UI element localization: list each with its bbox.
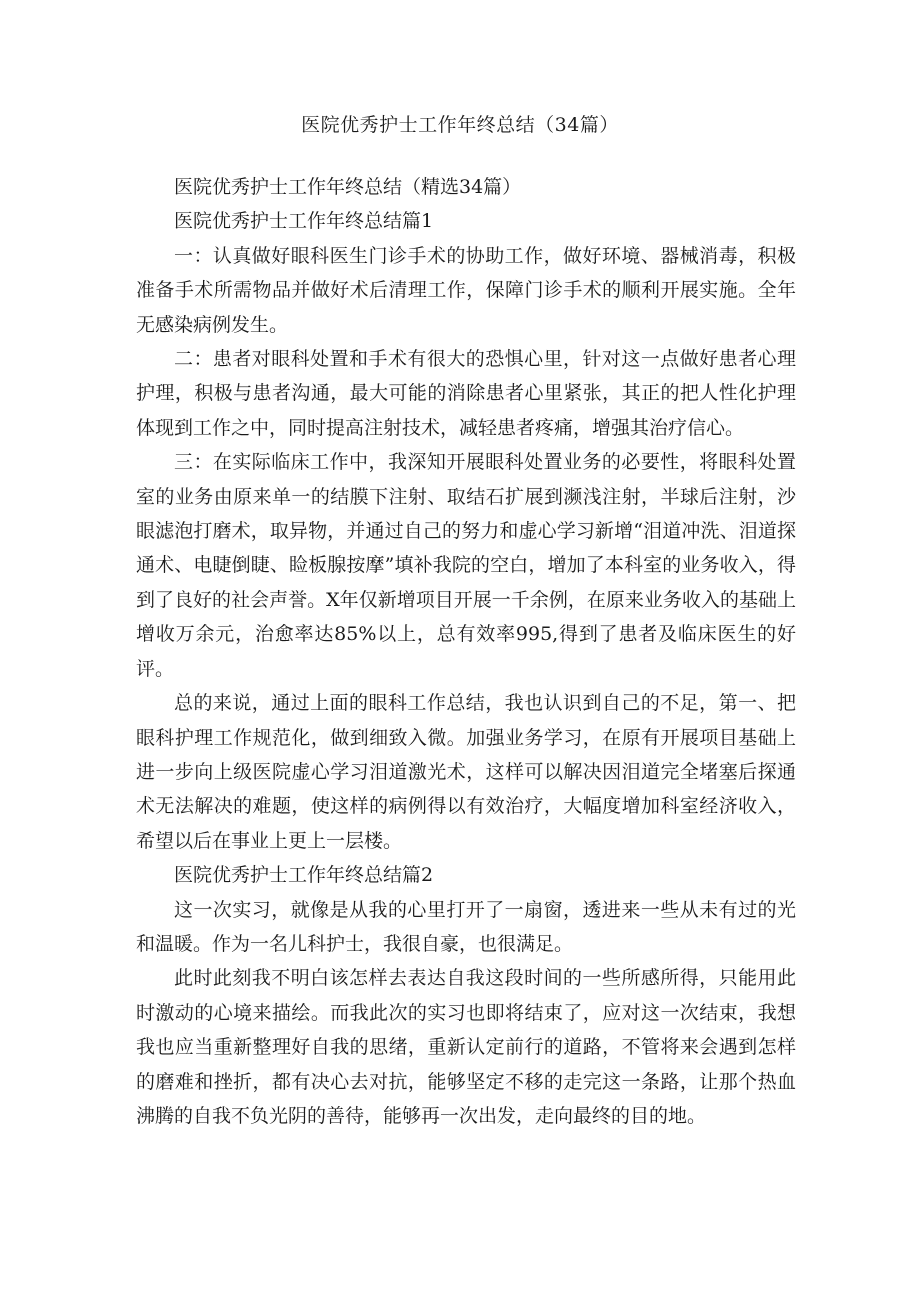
document-body — [136, 170, 796, 1133]
paragraph: 三：在实际临床工作中，我深知开展眼科处置业务的必要性，将眼科处置室的业务由原来单一的结膜下注射、取结石扩展到濒浅注射，半球后注射，沙眼滤泡打磨术，取异物，并通过自己的努力和虚心学习新增“泪道冲洗、泪道探通术、电睫倒睫、睑板腺按摩”填补我院的空白，增加了本科室的业务收入，得到了良好的社会声誉。X年仅新增项目开展一千余例，在原来业务收入的基础上增收万余元，治愈率达85%以上，总有效率995,得到了患者及临床医生的好评。 — [136, 451, 796, 680]
paragraph: 此时此刻我不明白该怎样去表达自我这段时间的一些所感所得，只能用此时激动的心境来描绘。而我此次的实习也即将结束了，应对这一次结束，我想我也应当重新整理好自我的思绪，重新认定前行的道路，不管将来会遇到怎样的磨难和挫折，都有决心去对抗，能够坚定不移的走完这一条路，让那个热血沸腾的自我不负光阴的善待，能够再一次出发，走向最终的目的地。 — [136, 967, 796, 1127]
paragraph: 总的来说，通过上面的眼科工作总结，我也认识到自己的不足，第一、把眼科护理工作规范化，做到细致入微。加强业务学习，在原有开展项目基础上进一步向上级医院虚心学习泪道激光术，这样可以解决因泪道完全堵塞后探通术无法解决的难题，使这样的病例得以有效治疗，大幅度增加科室经济收入，希望以后在事业上更上一层楼。 — [136, 692, 796, 852]
section-heading-1: 医院优秀护士工作年终总结篇1 — [174, 210, 434, 233]
paragraph-intro: 医院优秀护士工作年终总结（精选34篇） — [174, 176, 522, 198]
paragraph: 二：患者对眼科处置和手术有很大的恐惧心里，针对这一点做好患者心理护理，积极与患者沟通，最大可能的消除患者心里紧张，其正的把人性化护理体现到工作之中，同时提高注射技术，减轻患者疼痛，增强其治疗信心。 — [136, 348, 796, 439]
section-heading-2: 医院优秀护士工作年终总结篇2 — [174, 864, 434, 887]
document-title: 医院优秀护士工作年终总结（34篇） — [301, 114, 619, 136]
paragraph: 一：认真做好眼科医生门诊手术的协助工作，做好环境、器械消毒，积极准备手术所需物品并做好术后清理工作，保障门诊手术的顺利开展实施。全年无感染病例发生。 — [136, 244, 796, 336]
paragraph: 这一次实习，就像是从我的心里打开了一扇窗，透进来一些从未有过的光和温暖。作为一名儿科护士，我很自豪，也很满足。 — [136, 898, 796, 955]
